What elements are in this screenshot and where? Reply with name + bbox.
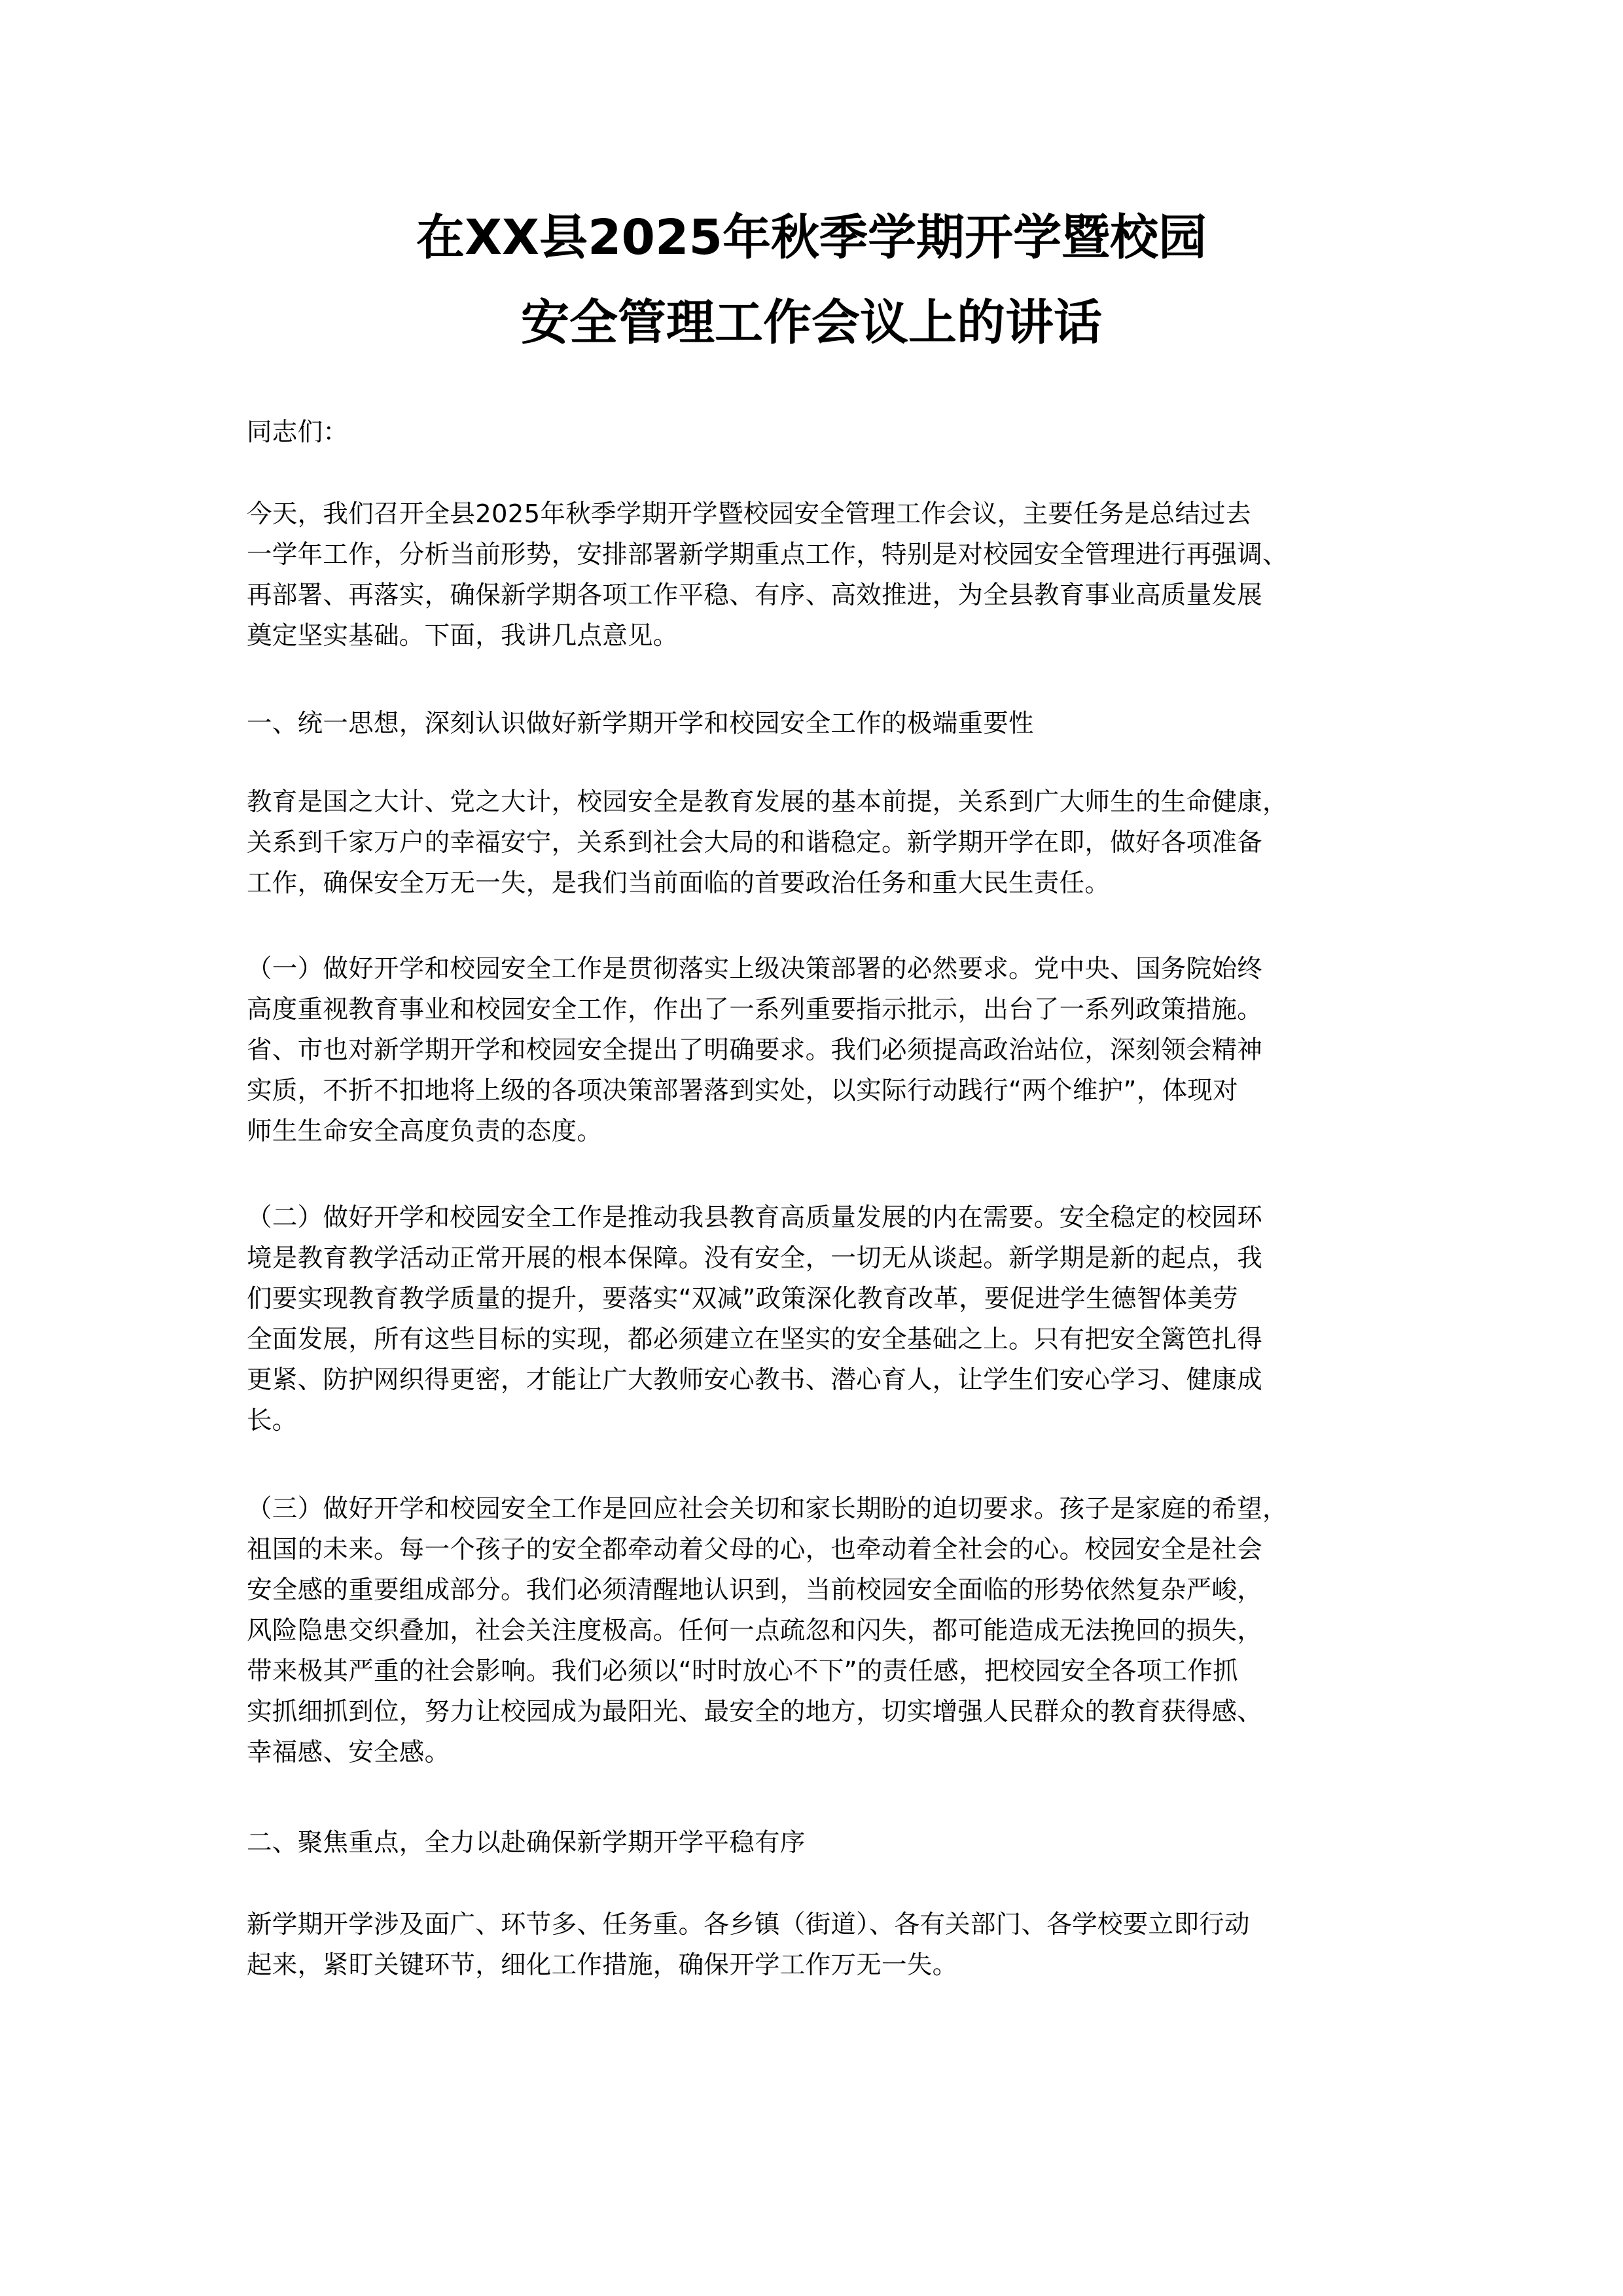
salutation: 同志们： <box>247 418 349 447</box>
paragraph-point-1: （一）做好开学和校园安全工作是贯彻落实上级决策部署的必然要求。党中央、国务院始终 高度重视教育事业和校园安全工作，作出了一系列重要指示批示，出台了一系列政策措施。 省、市也对新学期开学和校园安全提出了明确要求。我们必须提高政治站位，深刻领会精神 实质，不折不扣地将上级的各项决策部署落到实处，以实际行动践行“两个维护”，体现对 师生生命安全高度负责的态度。 <box>247 954 1263 1146</box>
section-heading-1: 一、统一思想，深刻认识做好新学期开学和校园安全工作的极端重要性 <box>247 709 1034 738</box>
paragraph-section-1: 教育是国之大计、党之大计，校园安全是教育发展的基本前提，关系到广大师生的生命健康， 关系到千家万户的幸福安宁，关系到社会大局的和谐稳定。新学期开学在即，做好各项准备 工作，确保安全万无一失，是我们当前面临的首要政治任务和重大民生责任。 <box>247 787 1288 898</box>
paragraph-point-2: （二）做好开学和校园安全工作是推动我县教育高质量发展的内在需要。安全稳定的校园环 境是教育教学活动正常开展的根本保障。没有安全，一切无从谈起。新学期是新的起点，我 们要实现教育教学质量的提升，要落实“双减”政策深化教育改革，要促进学生德智体美劳 全面发展，所有这些目标的实现，都必须建立在坚实的安全基础之上。只有把安全篱笆扎得 更紧、防护网织得更密，才能让广大教师安心教书、潜心育人，让学生们安心学习、健康成 长。 <box>247 1203 1263 1435</box>
paragraph-point-3: （三）做好开学和校园安全工作是回应社会关切和家长期盼的迫切要求。孩子是家庭的希望， 祖国的未来。每一个孩子的安全都牵动着父母的心，也牵动着全社会的心。校园安全是社会 安全感的重要组成部分。我们必须清醒地认识到，当前校园安全面临的形势依然复杂严峻， 风险隐患交织叠加，社会关注度极高。任何一点疏忽和闪失，都可能造成无法挽回的损失， 带来极其严重的社会影响。我们必须以“时时放心不下”的责任感，把校园安全各项工作抓 实抓细抓到位，努力让校园成为最阳光、最安全的地方，切实增强人民群众的教育获得感、 幸福感、安全感。 <box>247 1494 1288 1767</box>
document-title-line-2: 安全管理工作会议上的讲话 <box>521 295 1102 351</box>
paragraph-section-2: 新学期开学涉及面广、环节多、任务重。各乡镇（街道）、各有关部门、各学校要立即行动 起来，紧盯关键环节，细化工作措施，确保开学工作万无一失。 <box>247 1910 1250 1980</box>
section-heading-2: 二、聚焦重点，全力以赴确保新学期开学平稳有序 <box>247 1828 806 1857</box>
document-title-line-1: 在XX县2025年秋季学期开学暨校园 <box>416 209 1207 266</box>
paragraph-intro: 今天，我们召开全县2025年秋季学期开学暨校园安全管理工作会议，主要任务是总结过去 一学年工作，分析当前形势，安排部署新学期重点工作，特别是对校园安全管理进行再强调、 再部署、再落实，确保新学期各项工作平稳、有序、高效推进，为全县教育事业高质量发展 奠定坚实基础。下面，我讲几点意见。 <box>247 499 1288 651</box>
